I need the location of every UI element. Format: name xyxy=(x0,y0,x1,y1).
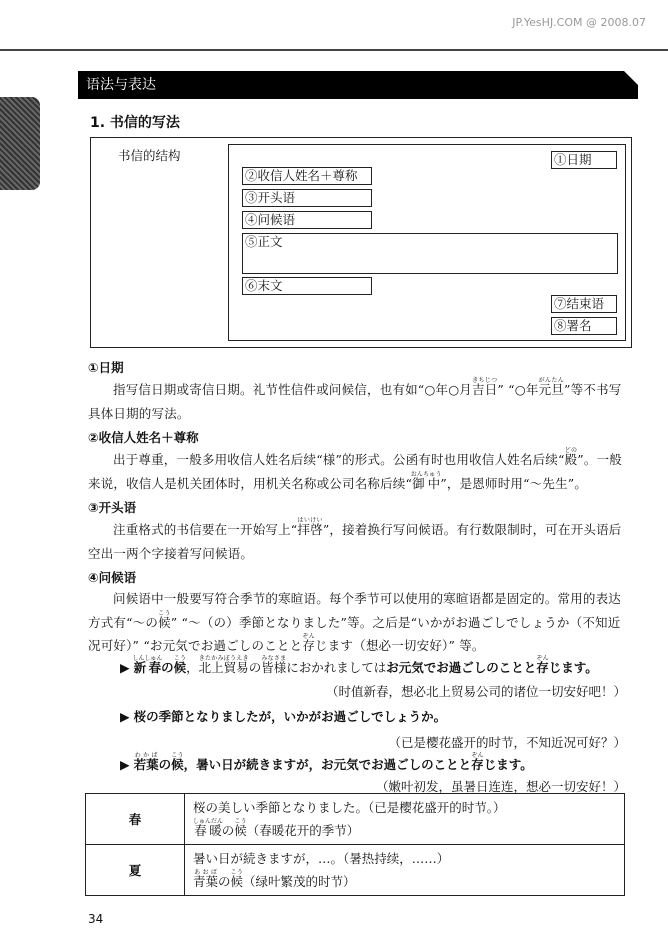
section-title: ④问候语 xyxy=(88,570,137,585)
text-segment: ” “～（の）季節となりました”等。之后是“いかがお過ごしでしょうか（不知近况可好）” “お元気でお過ごしのことと xyxy=(88,614,621,653)
greeting-line xyxy=(193,848,616,869)
greeting-cell xyxy=(185,794,625,845)
example-translation: （时值新春，想必北上贸易公司的诸位一切安好吧！） xyxy=(325,684,626,699)
greeting-line xyxy=(193,869,616,892)
season-cell: 夏 xyxy=(86,845,185,896)
furigana: ぞん xyxy=(471,752,484,759)
example-sentence xyxy=(120,655,598,676)
ruby-text: 候こう xyxy=(173,655,187,675)
text-segment: ”，接着换行写问候语。有行数限制时，可在开头语后空出一两个字接着写问候语。 xyxy=(88,522,622,561)
ruby-text: 皆様みなさま xyxy=(261,655,287,675)
paragraph xyxy=(88,447,628,495)
part-body: ⑤正文 xyxy=(242,233,618,274)
structure-label: 书信的结构 xyxy=(118,148,181,163)
furigana: しんしゅん xyxy=(132,655,163,662)
text-segment: じます。 xyxy=(548,660,598,675)
furigana: こう xyxy=(173,655,187,662)
section-banner xyxy=(78,71,638,99)
text-segment: の xyxy=(161,660,174,675)
ruby-text: 吉日きちじつ xyxy=(472,377,498,397)
table-row xyxy=(86,845,625,896)
part-date: ①日期 xyxy=(551,151,617,169)
part-closing-phrase: ⑦结束语 xyxy=(551,295,617,313)
example-translation: （嫩叶初发，虽暑日连连，想必一切安好！） xyxy=(375,779,626,794)
text-segment: お元気でお過ごしのことと xyxy=(386,660,537,675)
furigana: しゅんだん xyxy=(193,818,224,825)
text-segment: じます（想必一切安好）” 等。 xyxy=(315,638,485,653)
ruby-text: 存ぞん xyxy=(536,655,549,675)
season-greeting-table xyxy=(85,793,625,896)
header-rule xyxy=(0,49,668,51)
folded-corner-icon xyxy=(624,71,638,85)
text-segment: ”等不书写具体日期的写法。 xyxy=(88,382,622,421)
section-title: ②收信人姓名＋尊称 xyxy=(88,430,199,445)
ruby-text: 新春しんしゅん xyxy=(132,655,163,675)
furigana: がんたん xyxy=(538,377,564,384)
section-title: ③开头语 xyxy=(88,500,137,515)
ruby-text: 候こう xyxy=(158,609,171,630)
text-segment: （绿叶繁茂的时节） xyxy=(243,874,356,889)
text-segment: の xyxy=(218,874,231,889)
ruby-text: 拝啓はいけい xyxy=(297,517,323,537)
text-segment: 出于尊重，一般多用收信人姓名后续“様”的形式。公函有时也用收信人姓名后续“ xyxy=(113,452,565,467)
ruby-text: 北上貿易きたかみぼうえき xyxy=(198,655,249,675)
furigana: どの xyxy=(564,447,578,454)
bullet-triangle-icon: ▶ xyxy=(120,709,130,724)
furigana: きちじつ xyxy=(472,377,498,384)
furigana: みなさま xyxy=(261,655,287,662)
text-segment: ”。一般来说，收信人是机关团体时，用机关名称或公司名称后续“ xyxy=(88,452,622,491)
text-segment: 指写信日期或寄信日期。礼节性信件或问候信，也有如“○年○月 xyxy=(113,382,473,397)
paragraph xyxy=(88,517,628,565)
furigana: こう xyxy=(234,818,247,825)
text-segment: ，暑い日が続きますが，お元気でお過ごしのことと xyxy=(183,757,472,772)
ruby-text: 春暖しゅんだん xyxy=(193,818,224,838)
part-greeting: ④问候语 xyxy=(242,211,372,229)
example-sentence xyxy=(120,752,533,773)
ruby-text: 若葉わかば xyxy=(133,752,159,772)
text-segment: におかれましては xyxy=(286,660,387,675)
bullet-triangle-icon: ▶ xyxy=(120,757,130,772)
text-segment: じます。 xyxy=(483,757,533,772)
part-recipient: ②收信人姓名＋尊称 xyxy=(242,167,372,185)
furigana: おんちゅう xyxy=(410,470,442,478)
ruby-text: 元旦がんたん xyxy=(538,377,564,397)
furigana: わかば xyxy=(133,752,159,759)
text-segment: 桜の季節となりましたが，いかがお過ごしでしょうか。 xyxy=(133,709,447,724)
season-cell: 春 xyxy=(86,794,185,845)
paragraph xyxy=(88,377,628,425)
ruby-text: 存ぞん xyxy=(302,633,316,653)
text-segment: の xyxy=(158,757,172,772)
example-jp xyxy=(132,655,598,675)
furigana: はいけい xyxy=(297,517,323,524)
ruby-text: 候こう xyxy=(230,869,244,889)
greeting-cell xyxy=(185,845,625,896)
greeting-line xyxy=(193,797,616,818)
text-segment: ”，是恩师时用“～先生”。 xyxy=(440,475,588,491)
furigana: こう xyxy=(230,869,244,876)
banner-title: 语法与表达 xyxy=(86,77,156,93)
ruby-text: 候こう xyxy=(171,752,184,772)
part-closing-text: ⑥末文 xyxy=(242,277,372,295)
part-opening: ③开头语 xyxy=(242,189,372,207)
section-heading: 1. 书信的写法 xyxy=(90,115,180,131)
ruby-text: 殿どの xyxy=(564,447,578,467)
side-thumb-tab xyxy=(0,97,40,190)
ruby-text: 青葉あおば xyxy=(193,869,219,889)
example-sentence xyxy=(120,707,446,725)
text-segment: 桜の美しい季節となりました。（已是樱花盛开的时节。） xyxy=(193,800,506,815)
section-title: ①日期 xyxy=(88,360,124,375)
example-jp xyxy=(133,752,533,772)
furigana: こう xyxy=(171,752,184,759)
text-segment: の xyxy=(248,660,262,675)
bullet-triangle-icon: ▶ xyxy=(120,660,130,675)
example-translation: （已是樱花盛开的时节，不知近况可好？） xyxy=(388,735,626,750)
text-segment: 注重格式的书信要在一开始写上“ xyxy=(113,522,298,537)
ruby-text: 存ぞん xyxy=(471,752,484,772)
furigana: こう xyxy=(158,609,171,617)
text-segment: 暑い日が続きますが，…。（暑热持续，……） xyxy=(193,851,450,866)
part-signature: ⑧署名 xyxy=(551,317,617,335)
furigana: ぞん xyxy=(536,655,549,662)
text-segment: （春暖花开的季节） xyxy=(246,823,360,838)
text-segment: の xyxy=(221,823,235,838)
text-segment: 问候语中一般要写符合季节的寒暄语。每个季节可以使用的寒暄语都是固定的。常用的表达方式有“～の xyxy=(88,591,622,630)
paragraph xyxy=(88,587,628,658)
page-number: 34 xyxy=(88,912,104,926)
ruby-text: 御中おんちゅう xyxy=(410,470,442,491)
text-segment: ” “○年 xyxy=(497,382,539,397)
watermark: JP.YesHJ.COM @ 2008.07 xyxy=(512,16,646,29)
ruby-text: 候こう xyxy=(234,818,247,838)
example-jp xyxy=(134,709,447,724)
letter-diagram xyxy=(228,144,626,341)
furigana: きたかみぼうえき xyxy=(198,655,249,662)
text-segment: ， xyxy=(186,660,199,675)
table-row xyxy=(86,794,625,845)
greeting-line xyxy=(193,818,616,841)
furigana: あおば xyxy=(193,869,218,876)
furigana: ぞん xyxy=(302,633,315,640)
